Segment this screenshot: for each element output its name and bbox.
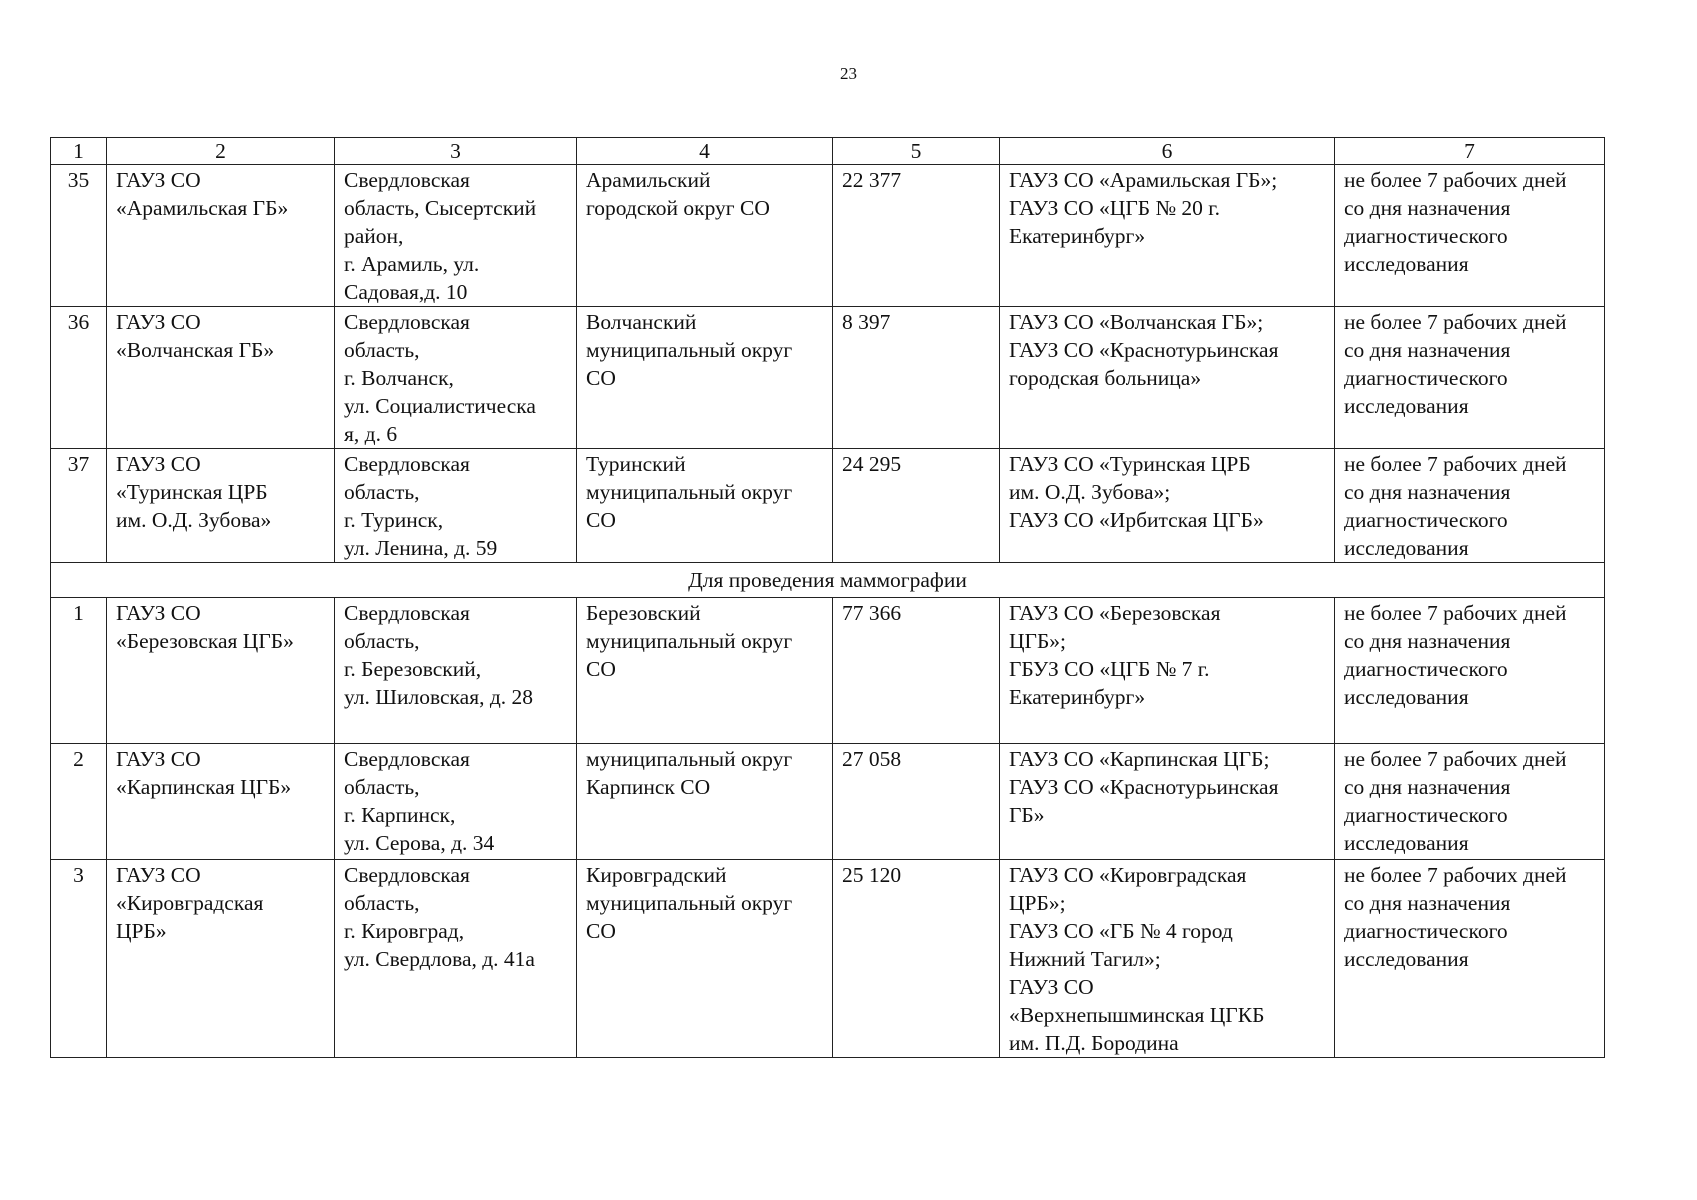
- section-row: [51, 563, 1605, 598]
- org-cell: ГАУЗ СО «Березовская ЦГБ»: [107, 598, 335, 744]
- row-number: 37: [51, 449, 107, 563]
- address-cell: Свердловская область, г. Березовский, ул. Шиловская, д. 28: [335, 598, 577, 744]
- institutions-cell: ГАУЗ СО «Карпинская ЦГБ; ГАУЗ СО «Краснотурьинская ГБ»: [1000, 744, 1335, 860]
- org-cell: ГАУЗ СО «Туринская ЦРБ им. О.Д. Зубова»: [107, 449, 335, 563]
- institutions-cell: ГАУЗ СО «Березовская ЦГБ»; ГБУЗ СО «ЦГБ № 7 г. Екатеринбург»: [1000, 598, 1335, 744]
- row-number: 2: [51, 744, 107, 860]
- row-number: 36: [51, 307, 107, 449]
- address-cell: Свердловская область, г. Кировград, ул. Свердлова, д. 41а: [335, 860, 577, 1058]
- institutions-cell: ГАУЗ СО «Кировградская ЦРБ»; ГАУЗ СО «ГБ № 4 город Нижний Тагил»; ГАУЗ СО «Верхнепышминская ЦГКБ им. П.Д. Бородина: [1000, 860, 1335, 1058]
- header-cell: 7: [1335, 138, 1605, 165]
- population-cell: 77 366: [833, 598, 1000, 744]
- table-row: [51, 449, 1605, 563]
- institutions-cell: ГАУЗ СО «Волчанская ГБ»; ГАУЗ СО «Краснотурьинская городская больница»: [1000, 307, 1335, 449]
- address-cell: Свердловская область, г. Волчанск, ул. Социалистическа я, д. 6: [335, 307, 577, 449]
- section-title: Для проведения маммографии: [51, 563, 1605, 598]
- population-cell: 22 377: [833, 165, 1000, 307]
- header-cell: 3: [335, 138, 577, 165]
- table-row: [51, 307, 1605, 449]
- org-cell: ГАУЗ СО «Волчанская ГБ»: [107, 307, 335, 449]
- org-cell: ГАУЗ СО «Кировградская ЦРБ»: [107, 860, 335, 1058]
- table-row: [51, 744, 1605, 860]
- header-cell: 5: [833, 138, 1000, 165]
- table-row: [51, 598, 1605, 744]
- term-cell: не более 7 рабочих дней со дня назначения диагностического исследования: [1335, 449, 1605, 563]
- header-cell: 6: [1000, 138, 1335, 165]
- address-cell: Свердловская область, г. Туринск, ул. Ленина, д. 59: [335, 449, 577, 563]
- header-row: [51, 138, 1605, 165]
- institutions-cell: ГАУЗ СО «Туринская ЦРБ им. О.Д. Зубова»; ГАУЗ СО «Ирбитская ЦГБ»: [1000, 449, 1335, 563]
- page-number: 23: [840, 64, 857, 83]
- district-cell: Туринский муниципальный округ СО: [577, 449, 833, 563]
- district-cell: Кировградский муниципальный округ СО: [577, 860, 833, 1058]
- row-number: 35: [51, 165, 107, 307]
- district-cell: Волчанский муниципальный округ СО: [577, 307, 833, 449]
- term-cell: не более 7 рабочих дней со дня назначения диагностического исследования: [1335, 598, 1605, 744]
- institutions-cell: ГАУЗ СО «Арамильская ГБ»; ГАУЗ СО «ЦГБ № 20 г. Екатеринбург»: [1000, 165, 1335, 307]
- org-cell: ГАУЗ СО «Карпинская ЦГБ»: [107, 744, 335, 860]
- row-number: 1: [51, 598, 107, 744]
- table-row: [51, 165, 1605, 307]
- address-cell: Свердловская область, Сысертский район, г. Арамиль, ул. Садовая,д. 10: [335, 165, 577, 307]
- table-row: [51, 860, 1605, 1058]
- term-cell: не более 7 рабочих дней со дня назначения диагностического исследования: [1335, 744, 1605, 860]
- population-cell: 8 397: [833, 307, 1000, 449]
- district-cell: Арамильский городской округ СО: [577, 165, 833, 307]
- term-cell: не более 7 рабочих дней со дня назначения диагностического исследования: [1335, 307, 1605, 449]
- header-cell: 1: [51, 138, 107, 165]
- row-number: 3: [51, 860, 107, 1058]
- address-cell: Свердловская область, г. Карпинск, ул. Серова, д. 34: [335, 744, 577, 860]
- term-cell: не более 7 рабочих дней со дня назначения диагностического исследования: [1335, 165, 1605, 307]
- header-cell: 2: [107, 138, 335, 165]
- term-cell: не более 7 рабочих дней со дня назначения диагностического исследования: [1335, 860, 1605, 1058]
- document-table: [50, 137, 1605, 1058]
- district-cell: Березовский муниципальный округ СО: [577, 598, 833, 744]
- population-cell: 25 120: [833, 860, 1000, 1058]
- header-cell: 4: [577, 138, 833, 165]
- population-cell: 24 295: [833, 449, 1000, 563]
- org-cell: ГАУЗ СО «Арамильская ГБ»: [107, 165, 335, 307]
- district-cell: муниципальный округ Карпинск СО: [577, 744, 833, 860]
- population-cell: 27 058: [833, 744, 1000, 860]
